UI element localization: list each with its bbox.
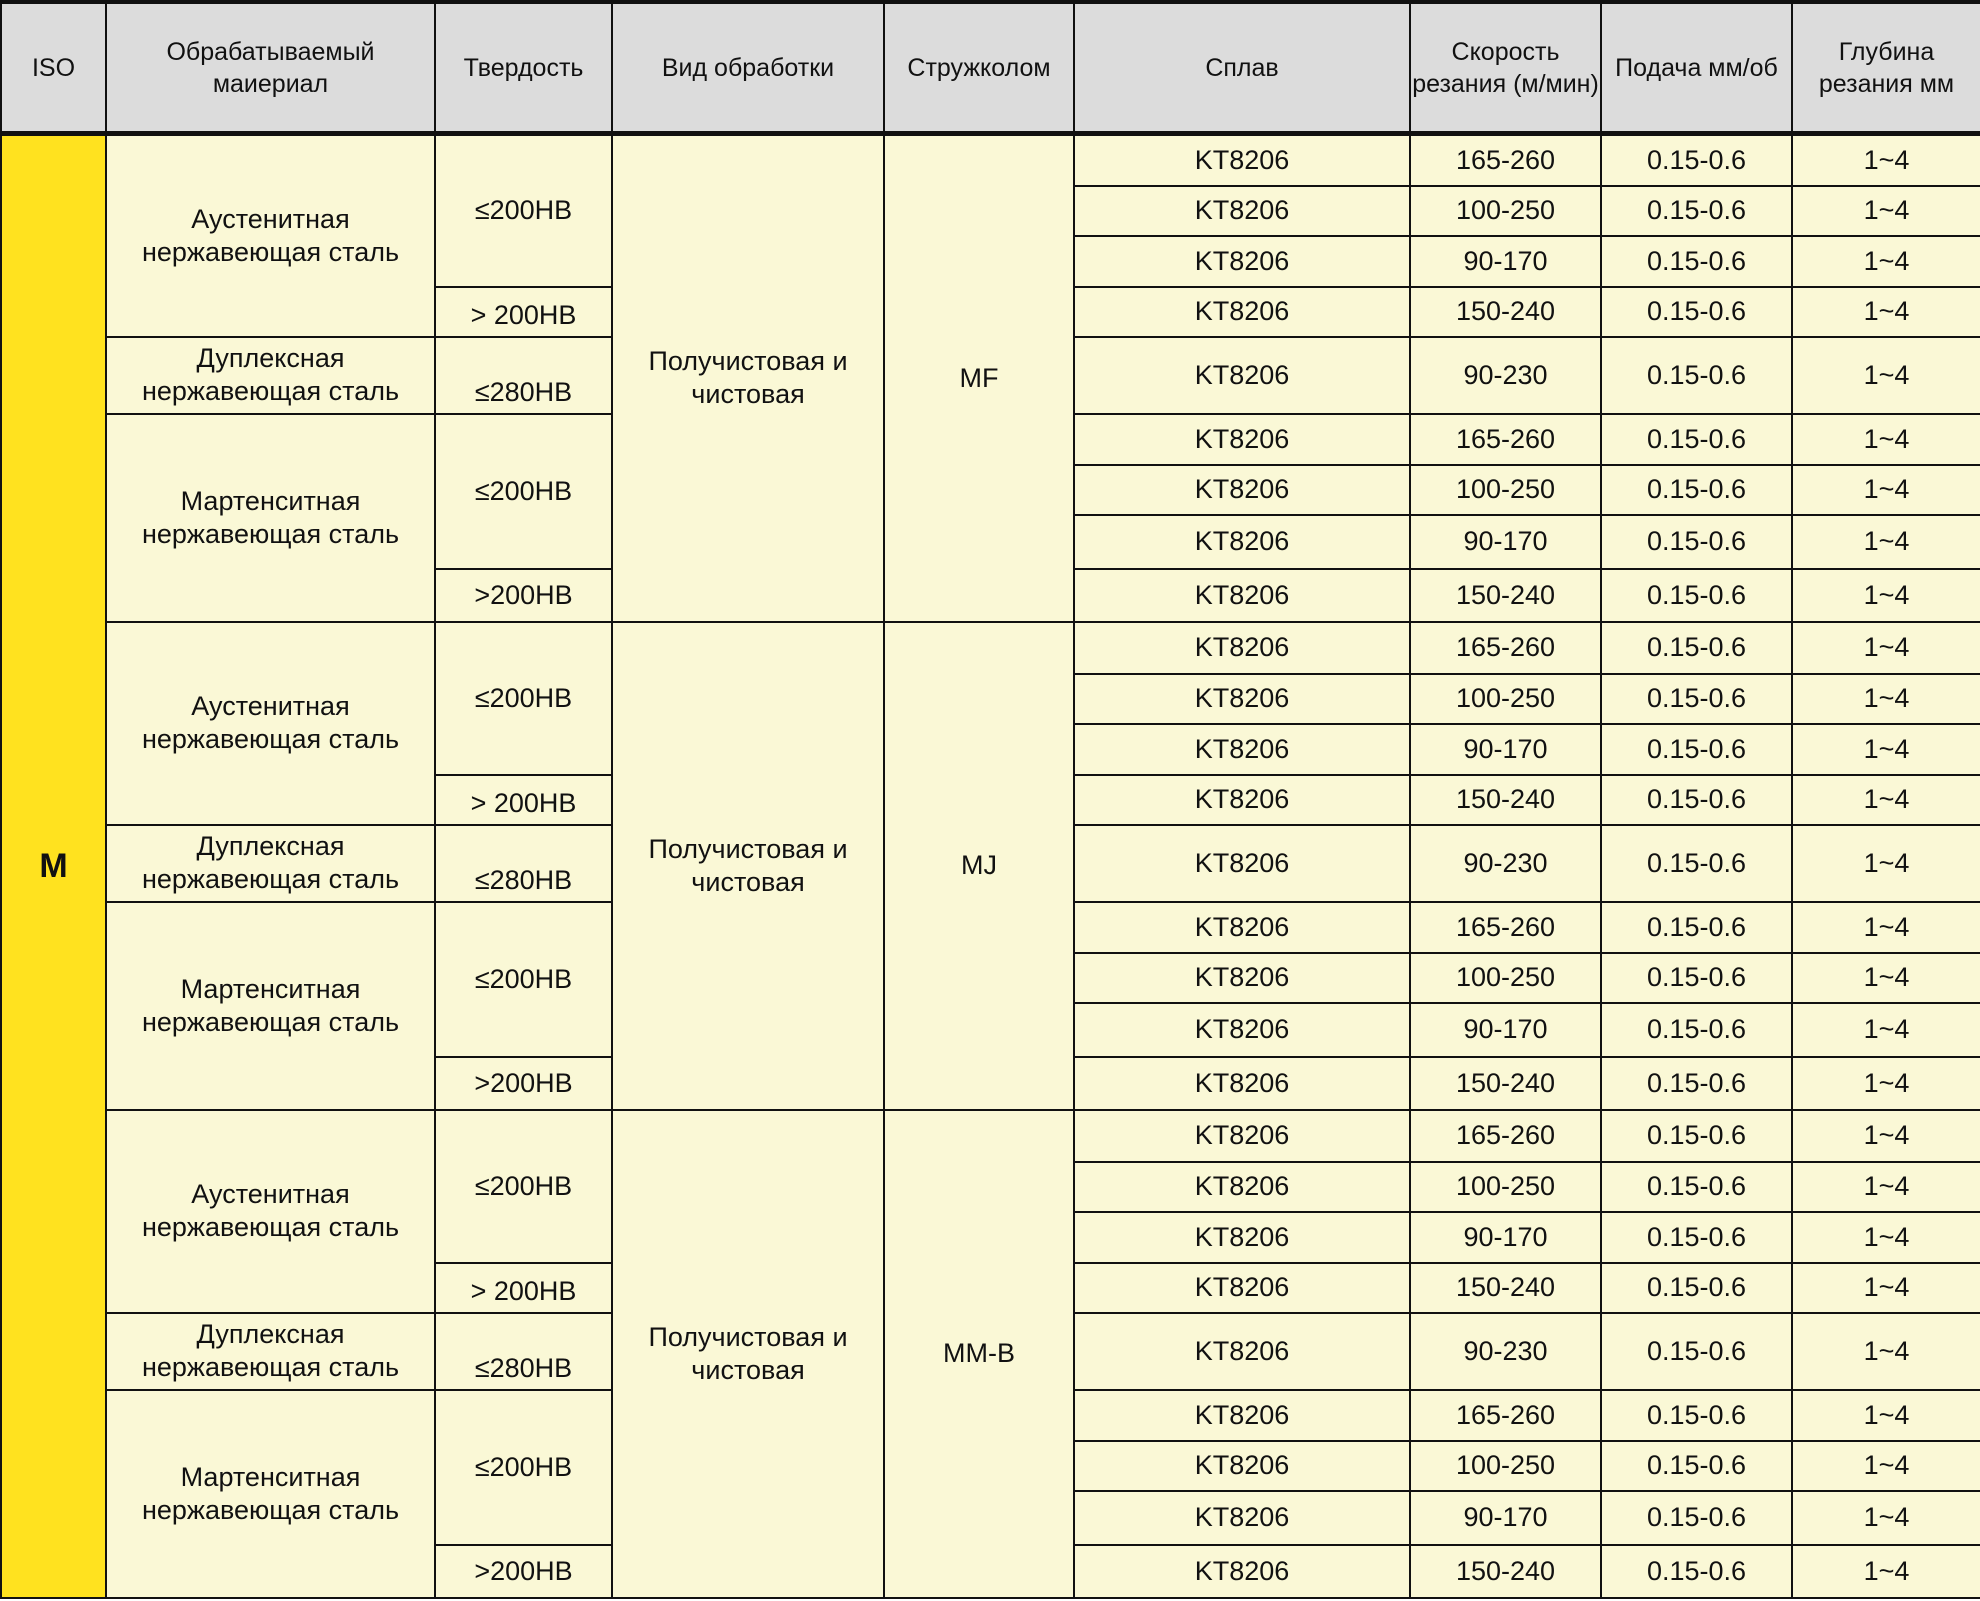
depth-cell: 1~4 xyxy=(1792,953,1980,1003)
header-alloy: Сплав xyxy=(1074,2,1410,134)
cutting-speed-cell: 90-170 xyxy=(1410,1491,1601,1545)
depth-cell: 1~4 xyxy=(1792,414,1980,465)
header-row xyxy=(1,2,1980,134)
material-martensitic: Мартенситная нержавеющая сталь xyxy=(106,902,435,1110)
alloy-cell: KT8206 xyxy=(1074,414,1410,465)
hardness-cell: > 200HB xyxy=(435,287,612,337)
alloy-cell: KT8206 xyxy=(1074,465,1410,515)
hardness-cell: ≤200HB xyxy=(435,622,612,775)
operation-cell: Получистовая и чистовая xyxy=(612,1110,884,1598)
depth-cell: 1~4 xyxy=(1792,724,1980,775)
alloy-cell: KT8206 xyxy=(1074,1003,1410,1057)
cutting-speed-cell: 165-260 xyxy=(1410,902,1601,953)
cutting-speed-cell: 165-260 xyxy=(1410,622,1601,674)
alloy-cell: KT8206 xyxy=(1074,1212,1410,1263)
cutting-speed-cell: 90-170 xyxy=(1410,1212,1601,1263)
hardness-cell: ≤280HB xyxy=(435,1313,612,1390)
feed-cell: 0.15-0.6 xyxy=(1601,287,1792,337)
alloy-cell: KT8206 xyxy=(1074,1313,1410,1390)
hardness-cell: ≤200HB xyxy=(435,902,612,1057)
feed-cell: 0.15-0.6 xyxy=(1601,337,1792,414)
chipbreaker-cell: MJ xyxy=(884,622,1074,1110)
alloy-cell: KT8206 xyxy=(1074,775,1410,825)
alloy-cell: KT8206 xyxy=(1074,1441,1410,1491)
feed-cell: 0.15-0.6 xyxy=(1601,1491,1792,1545)
cutting-speed-cell: 150-240 xyxy=(1410,287,1601,337)
hardness-cell: ≤200HB xyxy=(435,1110,612,1263)
depth-cell: 1~4 xyxy=(1792,236,1980,287)
material-martensitic: Мартенситная нержавеющая сталь xyxy=(106,414,435,622)
hardness-cell: ≤200HB xyxy=(435,134,612,287)
cutting-speed-cell: 90-170 xyxy=(1410,1003,1601,1057)
feed-cell: 0.15-0.6 xyxy=(1601,569,1792,622)
header-chipbreaker: Стружколом xyxy=(884,2,1074,134)
alloy-cell: KT8206 xyxy=(1074,724,1410,775)
hardness-cell: ≤280HB xyxy=(435,337,612,414)
feed-cell: 0.15-0.6 xyxy=(1601,1313,1792,1390)
cutting-speed-cell: 165-260 xyxy=(1410,134,1601,186)
depth-cell: 1~4 xyxy=(1792,674,1980,724)
cutting-speed-cell: 165-260 xyxy=(1410,414,1601,465)
feed-cell: 0.15-0.6 xyxy=(1601,775,1792,825)
operation-cell: Получистовая и чистовая xyxy=(612,134,884,622)
alloy-cell: KT8206 xyxy=(1074,337,1410,414)
alloy-cell: KT8206 xyxy=(1074,236,1410,287)
cutting-speed-cell: 90-230 xyxy=(1410,1313,1601,1390)
feed-cell: 0.15-0.6 xyxy=(1601,622,1792,674)
alloy-cell: KT8206 xyxy=(1074,1263,1410,1313)
depth-cell: 1~4 xyxy=(1792,186,1980,236)
cutting-speed-cell: 100-250 xyxy=(1410,186,1601,236)
alloy-cell: KT8206 xyxy=(1074,825,1410,902)
depth-cell: 1~4 xyxy=(1792,825,1980,902)
cutting-speed-cell: 100-250 xyxy=(1410,1162,1601,1212)
feed-cell: 0.15-0.6 xyxy=(1601,1390,1792,1441)
depth-cell: 1~4 xyxy=(1792,465,1980,515)
material-martensitic: Мартенситная нержавеющая сталь xyxy=(106,1390,435,1598)
feed-cell: 0.15-0.6 xyxy=(1601,724,1792,775)
depth-cell: 1~4 xyxy=(1792,775,1980,825)
material-austenitic: Аустенитная нержавеющая сталь xyxy=(106,134,435,337)
alloy-cell: KT8206 xyxy=(1074,902,1410,953)
depth-cell: 1~4 xyxy=(1792,1212,1980,1263)
cutting-speed-cell: 100-250 xyxy=(1410,953,1601,1003)
depth-cell: 1~4 xyxy=(1792,1162,1980,1212)
table-row xyxy=(1,1110,1980,1162)
table-row xyxy=(1,622,1980,674)
cutting-speed-cell: 90-230 xyxy=(1410,825,1601,902)
depth-cell: 1~4 xyxy=(1792,1110,1980,1162)
hardness-cell: ≤200HB xyxy=(435,414,612,569)
material-duplex: Дуплексная нержавеющая сталь xyxy=(106,337,435,414)
depth-cell: 1~4 xyxy=(1792,1390,1980,1441)
feed-cell: 0.15-0.6 xyxy=(1601,1545,1792,1598)
depth-cell: 1~4 xyxy=(1792,1545,1980,1598)
feed-cell: 0.15-0.6 xyxy=(1601,953,1792,1003)
depth-cell: 1~4 xyxy=(1792,287,1980,337)
alloy-cell: KT8206 xyxy=(1074,674,1410,724)
header-iso: ISO xyxy=(1,2,106,134)
hardness-cell: >200HB xyxy=(435,1057,612,1110)
depth-cell: 1~4 xyxy=(1792,1057,1980,1110)
table-row xyxy=(1,134,1980,186)
alloy-cell: KT8206 xyxy=(1074,1110,1410,1162)
hardness-cell: > 200HB xyxy=(435,1263,612,1313)
feed-cell: 0.15-0.6 xyxy=(1601,515,1792,569)
cutting-speed-cell: 100-250 xyxy=(1410,1441,1601,1491)
cutting-speed-cell: 90-170 xyxy=(1410,236,1601,287)
alloy-cell: KT8206 xyxy=(1074,622,1410,674)
alloy-cell: KT8206 xyxy=(1074,134,1410,186)
hardness-cell: >200HB xyxy=(435,1545,612,1598)
alloy-cell: KT8206 xyxy=(1074,287,1410,337)
depth-cell: 1~4 xyxy=(1792,1003,1980,1057)
feed-cell: 0.15-0.6 xyxy=(1601,186,1792,236)
header-operation: Вид обработки xyxy=(612,2,884,134)
alloy-cell: KT8206 xyxy=(1074,1057,1410,1110)
cutting-speed-cell: 90-230 xyxy=(1410,337,1601,414)
header-cutting-speed: Скорость резания (м/мин) xyxy=(1410,2,1601,134)
cutting-speed-cell: 165-260 xyxy=(1410,1110,1601,1162)
cutting-speed-cell: 150-240 xyxy=(1410,775,1601,825)
depth-cell: 1~4 xyxy=(1792,1263,1980,1313)
depth-cell: 1~4 xyxy=(1792,515,1980,569)
operation-cell: Получистовая и чистовая xyxy=(612,622,884,1110)
depth-cell: 1~4 xyxy=(1792,1491,1980,1545)
alloy-cell: KT8206 xyxy=(1074,1162,1410,1212)
depth-cell: 1~4 xyxy=(1792,902,1980,953)
material-duplex: Дуплексная нержавеющая сталь xyxy=(106,1313,435,1390)
depth-cell: 1~4 xyxy=(1792,1313,1980,1390)
cutting-speed-cell: 150-240 xyxy=(1410,569,1601,622)
feed-cell: 0.15-0.6 xyxy=(1601,414,1792,465)
cutting-speed-cell: 100-250 xyxy=(1410,674,1601,724)
depth-cell: 1~4 xyxy=(1792,622,1980,674)
chipbreaker-cell: MF xyxy=(884,134,1074,622)
alloy-cell: KT8206 xyxy=(1074,515,1410,569)
header-depth: Глубина резания мм xyxy=(1792,2,1980,134)
alloy-cell: KT8206 xyxy=(1074,186,1410,236)
depth-cell: 1~4 xyxy=(1792,134,1980,186)
header-hardness: Твердость xyxy=(435,2,612,134)
header-material: Обрабатываемый маиериал xyxy=(106,2,435,134)
feed-cell: 0.15-0.6 xyxy=(1601,825,1792,902)
alloy-cell: KT8206 xyxy=(1074,953,1410,1003)
feed-cell: 0.15-0.6 xyxy=(1601,902,1792,953)
header-feed: Подача мм/об xyxy=(1601,2,1792,134)
hardness-cell: ≤280HB xyxy=(435,825,612,902)
cutting-speed-cell: 150-240 xyxy=(1410,1263,1601,1313)
feed-cell: 0.15-0.6 xyxy=(1601,1212,1792,1263)
feed-cell: 0.15-0.6 xyxy=(1601,1263,1792,1313)
cutting-speed-cell: 90-170 xyxy=(1410,515,1601,569)
depth-cell: 1~4 xyxy=(1792,1441,1980,1491)
cutting-speed-cell: 150-240 xyxy=(1410,1057,1601,1110)
feed-cell: 0.15-0.6 xyxy=(1601,1057,1792,1110)
chipbreaker-cell: MM-B xyxy=(884,1110,1074,1598)
alloy-cell: KT8206 xyxy=(1074,1390,1410,1441)
cutting-speed-cell: 165-260 xyxy=(1410,1390,1601,1441)
feed-cell: 0.15-0.6 xyxy=(1601,1441,1792,1491)
alloy-cell: KT8206 xyxy=(1074,1491,1410,1545)
feed-cell: 0.15-0.6 xyxy=(1601,1162,1792,1212)
feed-cell: 0.15-0.6 xyxy=(1601,236,1792,287)
cutting-speed-cell: 150-240 xyxy=(1410,1545,1601,1598)
hardness-cell: ≤200HB xyxy=(435,1390,612,1545)
material-austenitic: Аустенитная нержавеющая сталь xyxy=(106,1110,435,1313)
feed-cell: 0.15-0.6 xyxy=(1601,674,1792,724)
material-duplex: Дуплексная нержавеющая сталь xyxy=(106,825,435,902)
depth-cell: 1~4 xyxy=(1792,337,1980,414)
iso-group-cell: M xyxy=(1,134,106,1598)
cutting-speed-cell: 90-170 xyxy=(1410,724,1601,775)
alloy-cell: KT8206 xyxy=(1074,1545,1410,1598)
material-austenitic: Аустенитная нержавеющая сталь xyxy=(106,622,435,825)
feed-cell: 0.15-0.6 xyxy=(1601,1003,1792,1057)
feed-cell: 0.15-0.6 xyxy=(1601,465,1792,515)
cutting-speed-cell: 100-250 xyxy=(1410,465,1601,515)
feed-cell: 0.15-0.6 xyxy=(1601,1110,1792,1162)
alloy-cell: KT8206 xyxy=(1074,569,1410,622)
feed-cell: 0.15-0.6 xyxy=(1601,134,1792,186)
hardness-cell: >200HB xyxy=(435,569,612,622)
depth-cell: 1~4 xyxy=(1792,569,1980,622)
hardness-cell: > 200HB xyxy=(435,775,612,825)
